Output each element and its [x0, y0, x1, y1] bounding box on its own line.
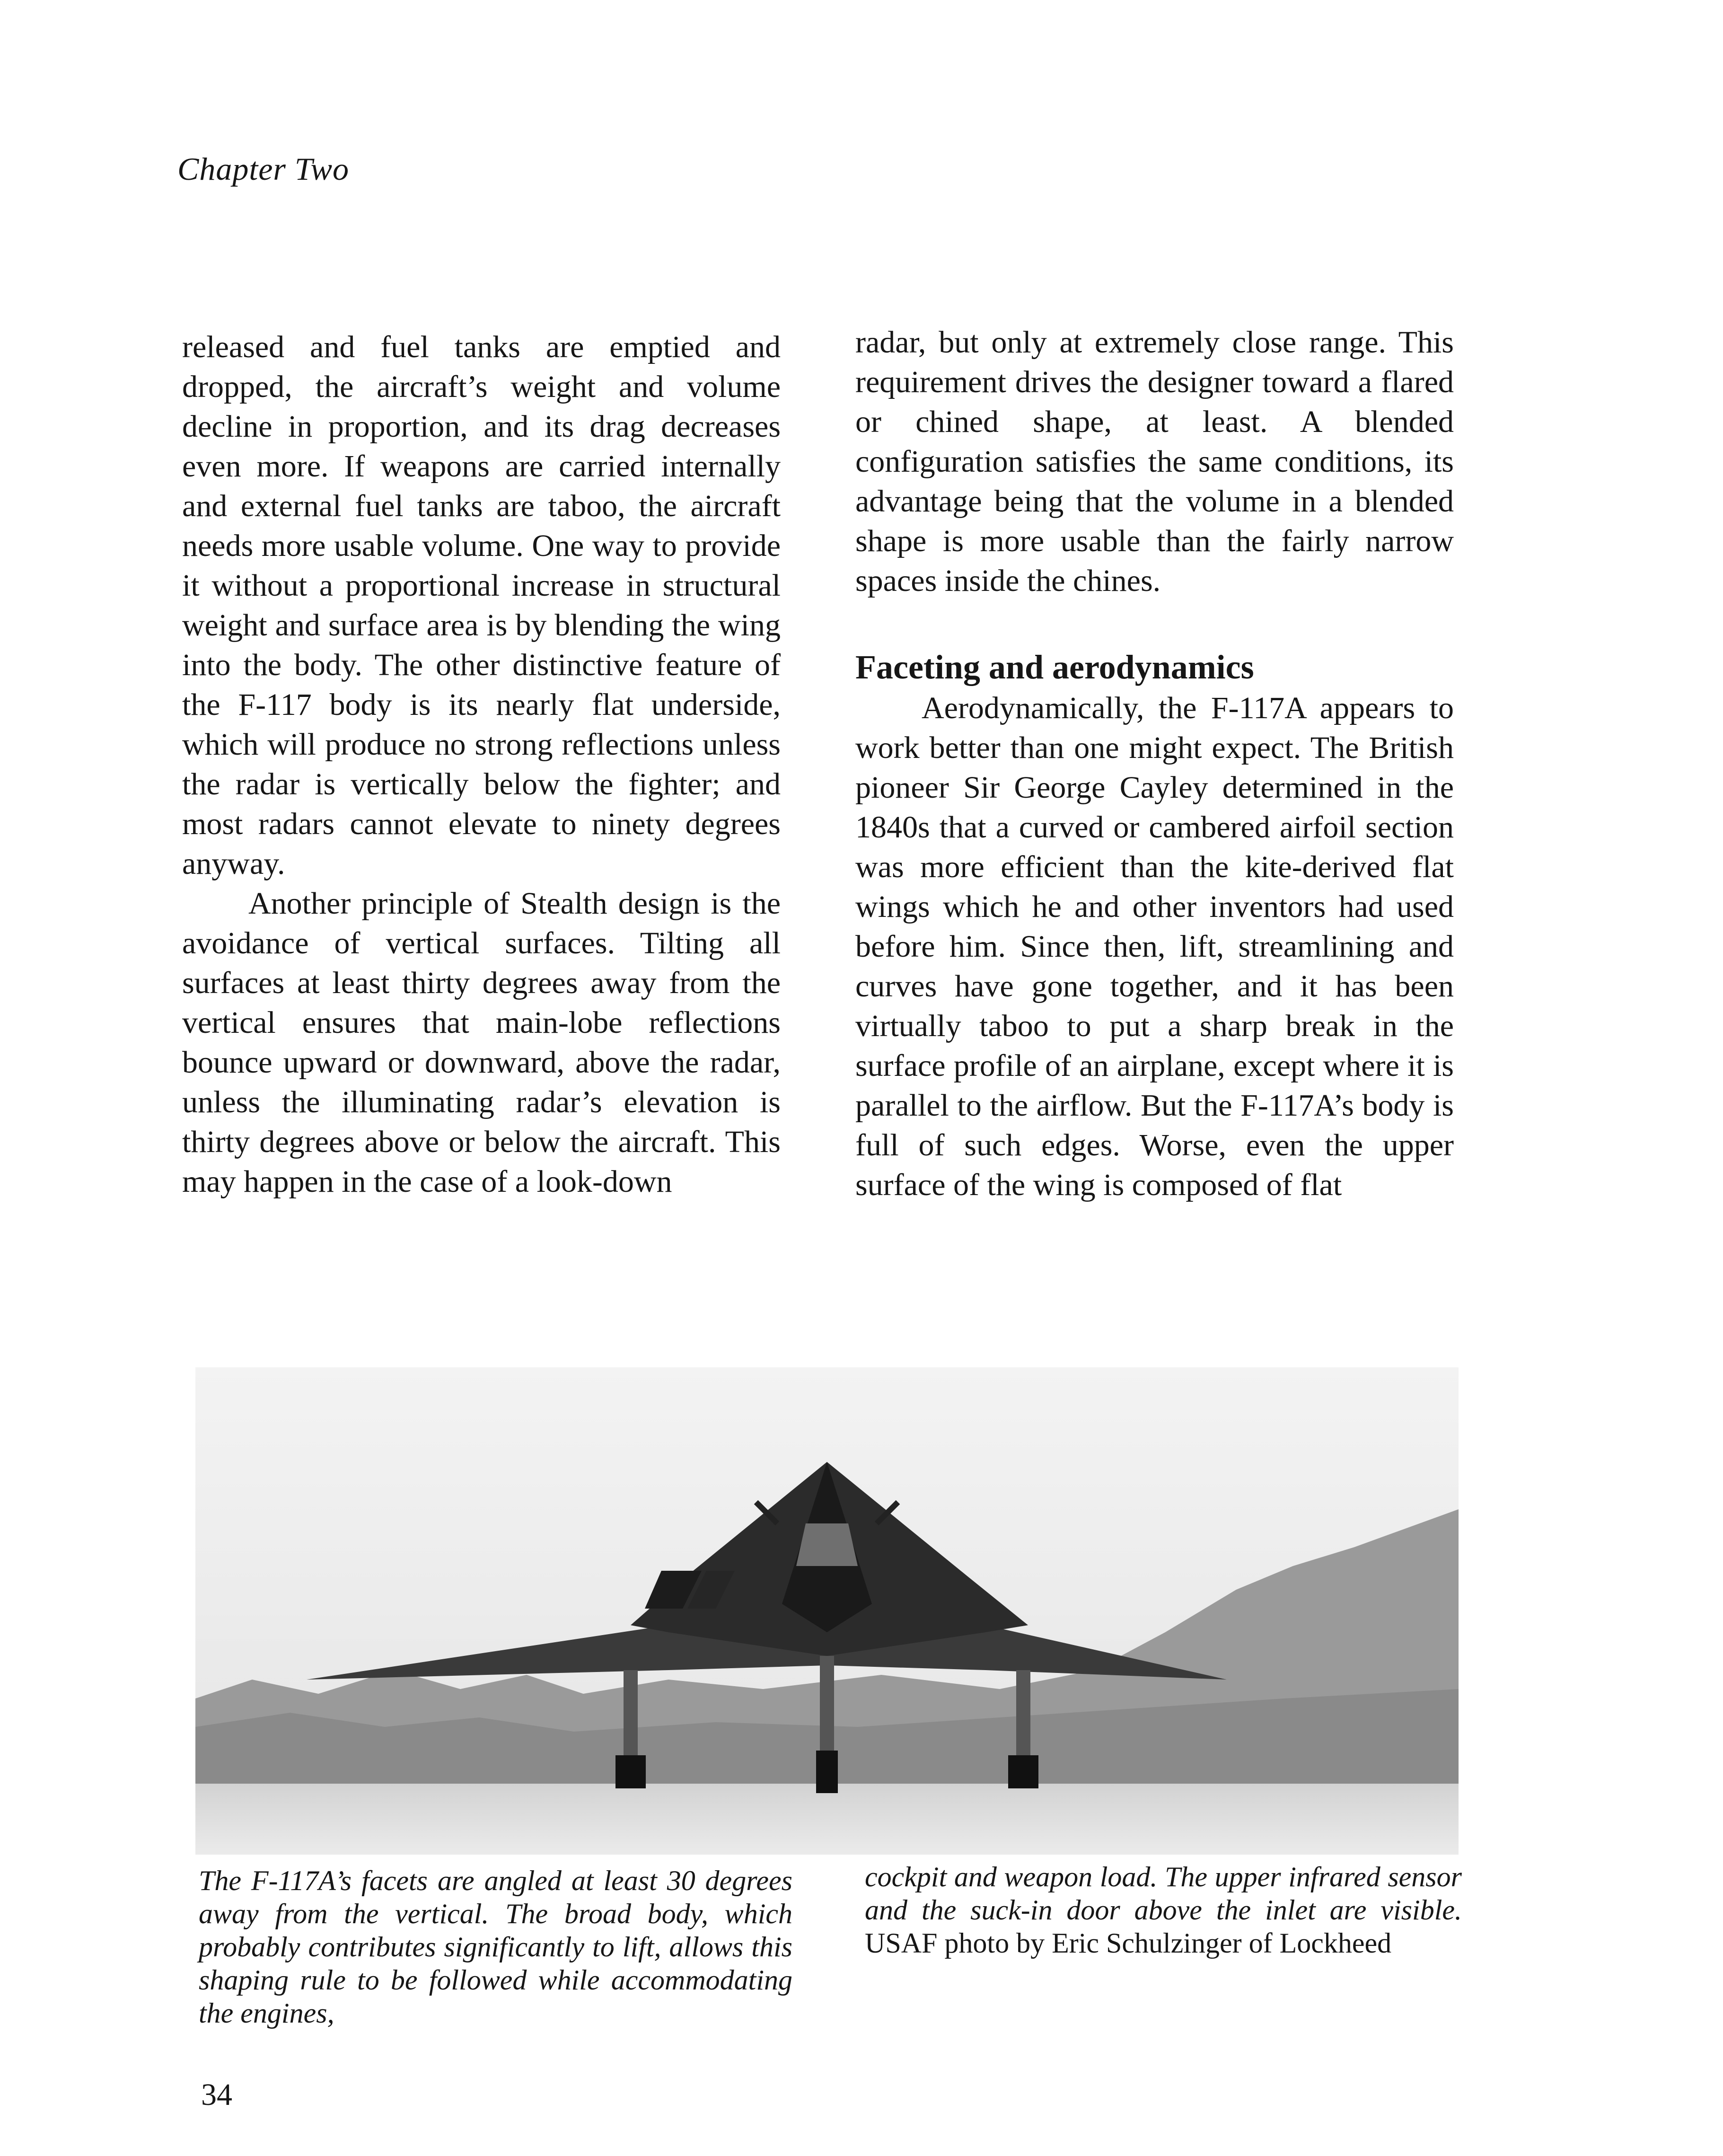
photo-credit: USAF photo by Eric Schulzinger of Lockheed — [865, 1927, 1392, 1959]
caption-text: cockpit and weapon load. The upper infrared sensor and the suck-in door above the inlet are visible. — [865, 1861, 1462, 1926]
body-paragraph: released and fuel tanks are emptied and dropped, the aircraft’s weight and volume decline in proportion, and its drag decreases even more. If weapons are carried internally and external fuel tanks are taboo, the aircraft needs more usable volume. One way to provide it without a proportional increase in structural weight and surface area is by blending the wing into the body. The other distinctive feature of the F-117 body is its nearly flat underside, which will produce no strong reflections unless the radar is vertically below the fighter; and most radars cannot elevate to ninety degrees anyway. — [182, 330, 781, 881]
body-paragraph: radar, but only at extremely close range. This requirement drives the designer toward a flared or chined shape, at least. A blended configuration satisfies the same conditions, its advantage being that the volume in a blended shape is more usable than the fairly narrow spaces inside the chines. — [855, 325, 1454, 598]
running-head: Chapter Two — [177, 151, 350, 187]
left-column — [182, 327, 781, 1202]
aircraft-photo — [195, 1367, 1459, 1855]
page-number: 34 — [201, 2077, 232, 2112]
photo-caption-right — [865, 1860, 1462, 1960]
photo-caption-left: The F-117A’s facets are angled at least 30 degrees away from the vertical. The broad body, which probably contributes significantly to lift, allows this shaping rule to be followed while accommodating the engines, — [199, 1865, 792, 2029]
right-column — [855, 323, 1454, 1205]
body-paragraph: Aerodynamically, the F-117A appears to work better than one might expect. The British pioneer Sir George Cayley determined in the 1840s that a curved or cambered airfoil section was more efficient than the kite-derived flat wings which he and other inventors had used before him. Since then, lift, streamlining and curves have gone together, and it has been virtually taboo to put a sharp break in the surface profile of an airplane, except where it is parallel to the airflow. But the F-117A’s body is full of such edges. Worse, even the upper surface of the wing is composed of flat — [855, 691, 1454, 1202]
body-paragraph: Another principle of Stealth design is the avoidance of vertical surfaces. Tilting all surfaces at least thirty degrees away from the vertical ensures that main-lobe reflections bounce upward or downward, above the radar, unless the illuminating radar’s elevation is thirty degrees above or below the aircraft. This may happen in the case of a look-down — [182, 886, 781, 1199]
section-heading: Faceting and aerodynamics — [855, 648, 1254, 686]
